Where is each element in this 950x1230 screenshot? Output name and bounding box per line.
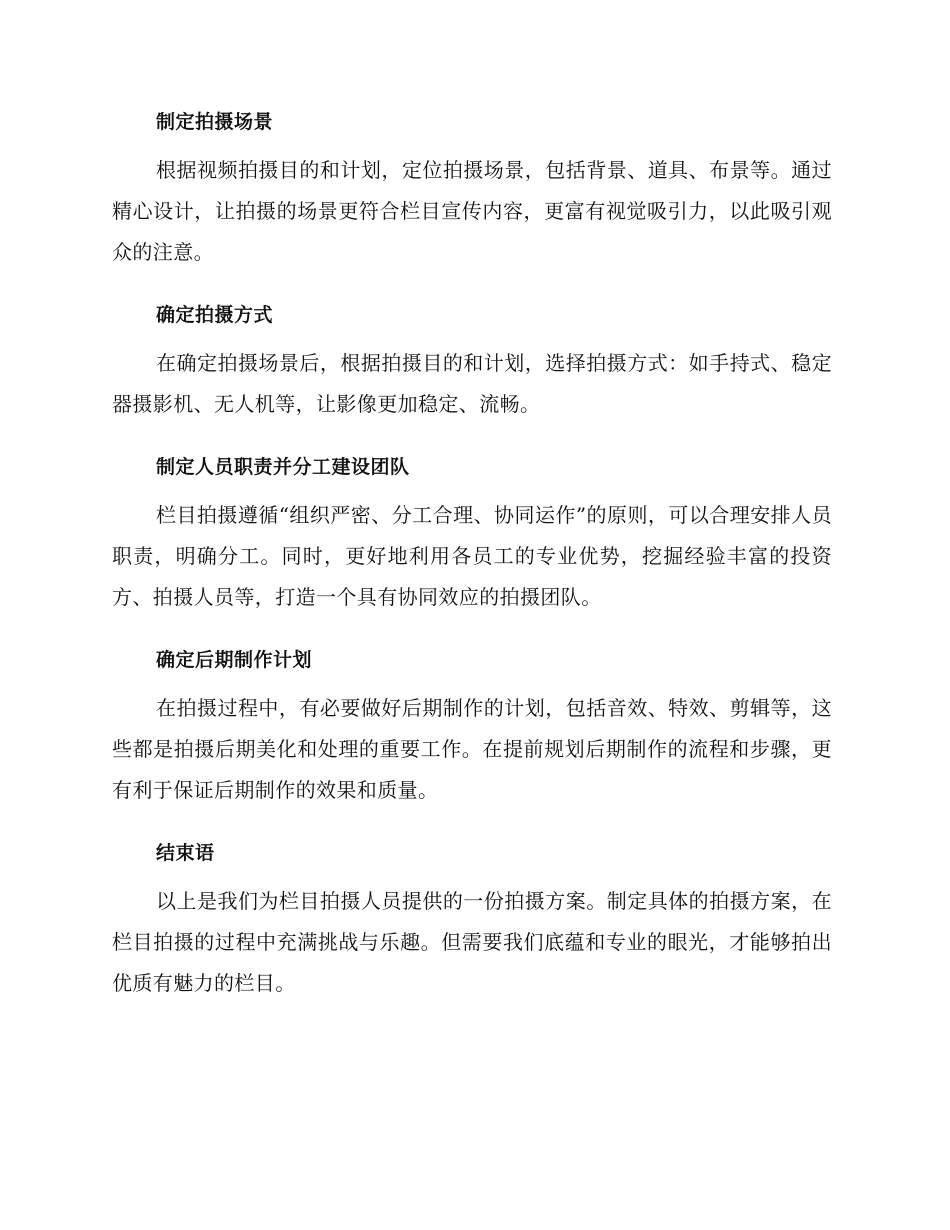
section-paragraph: 以上是我们为栏目拍摄人员提供的一份拍摄方案。制定具体的拍摄方案，在栏目拍摄的过程中充满挑战与乐趣。但需要我们底蕴和专业的眼光，才能够拍出优质有魅力的栏目。 (112, 889, 832, 995)
section-paragraph: 在拍摄过程中，有必要做好后期制作的计划，包括音效、特效、剪辑等，这些都是拍摄后期美化和处理的重要工作。在提前规划后期制作的流程和步骤，更有利于保证后期制作的效果和质量。 (112, 696, 832, 802)
section-paragraph: 在确定拍摄场景后，根据拍摄目的和计划，选择拍摄方式：如手持式、稳定器摄影机、无人机等，让影像更加稳定、流畅。 (112, 351, 832, 416)
section-heading: 确定拍摄方式 (156, 304, 274, 326)
section-heading: 结束语 (156, 842, 215, 864)
section-paragraph: 栏目拍摄遵循“组织严密、分工合理、协同运作”的原则，可以合理安排人员职责，明确分工。同时，更好地利用各员工的专业优势，挖掘经验丰富的投资方、拍摄人员等，打造一个具有协同效应的拍摄团队。 (112, 503, 832, 609)
section-post-production (112, 646, 832, 811)
section-shooting-method (112, 301, 832, 425)
section-paragraph: 根据视频拍摄目的和计划，定位拍摄场景，包括背景、道具、布景等。通过精心设计，让拍摄的场景更符合栏目宣传内容，更富有视觉吸引力，以此吸引观众的注意。 (112, 158, 832, 264)
section-shooting-scene (112, 108, 832, 273)
section-heading: 确定后期制作计划 (156, 649, 313, 671)
section-conclusion (112, 839, 832, 1004)
document-page (112, 108, 832, 1032)
section-heading: 制定拍摄场景 (156, 111, 274, 133)
section-team-roles (112, 453, 832, 618)
section-heading: 制定人员职责并分工建设团队 (156, 456, 410, 478)
